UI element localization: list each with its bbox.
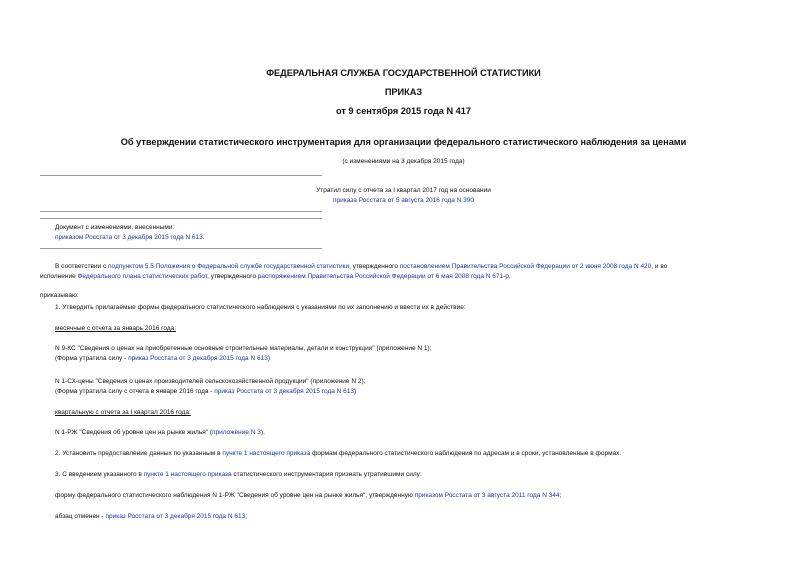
item-2-text: 2. Установить предоставление данных по указанным в пункте 1 настоящего приказа формам федерального статистического наблюдения по адресам и в сроки, установленные в формах. (55, 450, 622, 457)
preamble-link-order[interactable]: распоряжением Правительства Российской Федерации от 6 мая 2008 года N 671-р (257, 273, 509, 280)
changes-notice-link[interactable]: приказом Росстата от 3 декабря 2015 года N 613 (55, 234, 203, 241)
monthly-heading: месячные с отчета за январь 2016 года: (55, 325, 177, 332)
form-9kc-text: N 9-КС "Сведения о ценах на приобретенные основные строительные материалы, детали и конструкции" (приложение N 1); (55, 345, 432, 352)
order-word: приказываю: (40, 292, 79, 299)
changes-notice-text: Документ с изменениями, внесенными: (55, 224, 175, 231)
form-1cx-expired: (Форма утратила силу с отчета в январе 2016 года - приказ Росстата от 3 декабря 2015 года N 613) (55, 388, 357, 395)
form-1cx-text: N 1-СХ-цены "Сведения о ценах производителей сельскохозяйственной продукции" (приложение N 2); (55, 378, 366, 385)
preamble-link-decree[interactable]: постановлением Правительства Российской Федерации от 2 июня 2008 года N 420 (399, 263, 652, 270)
amendments-note: (с изменениями на 3 декабря 2015 года) (342, 158, 465, 165)
doc-title: Об утверждении статистического инструментария для организации федерального статистического наблюдения за ценами (120, 137, 687, 147)
item-2-link[interactable]: пункте 1 настоящего приказа (222, 450, 311, 457)
quarterly-heading: квартальную с отчета за I квартал 2016 года: (55, 409, 191, 416)
doc-date-number: от 9 сентября 2015 года N 417 (335, 106, 471, 116)
form-9kc-expired-link[interactable]: приказ Росстата от 3 декабря 2015 года N 613 (128, 355, 268, 362)
item-3-text: 3. С введением указанного в пункте 1 настоящего приказа статистического инструментария признать утратившими силу: (55, 471, 422, 478)
form-9kc-expired: (Форма утратила силу - приказ Росстата от 3 декабря 2015 года N 613) (55, 355, 270, 362)
divider (40, 218, 322, 219)
form-1cx-expired-link[interactable]: приказ Росстата от 3 декабря 2015 года N 613 (214, 388, 355, 395)
item-3-form-link[interactable]: приказом Росстата от 3 августа 2011 года N 344 (414, 492, 560, 499)
form-1rzh-appendix-link[interactable]: приложение N 3 (212, 429, 261, 436)
changes-notice-line: приказом Росстата от 3 декабря 2015 года N 613. (55, 234, 205, 241)
preamble-line-2: исполнение Федерального плана статистических работ, утвержденного распоряжением Правительства Российской Федерации от 6 мая 2008 года N 671-р, (40, 273, 511, 280)
form-1rzh-text: N 1-РЖ "Сведения об уровне цен на рынке жилья" (приложение N 3). (55, 429, 265, 436)
preamble-link-regulation[interactable]: подпунктом 5.5 Положения о Федеральной службе государственной статистики (108, 263, 350, 270)
divider (40, 211, 322, 212)
doc-type-heading: ПРИКАЗ (384, 87, 423, 97)
item-3-link[interactable]: пункте 1 настоящего приказа (143, 471, 232, 478)
divider (40, 248, 322, 249)
divider (40, 175, 322, 176)
preamble-link-plan[interactable]: Федерального плана статистических работ (77, 273, 208, 280)
expired-notice-text: Утратил силу с отчета за I квартал 2017 год на основании (316, 187, 491, 194)
item-3-abzac-link[interactable]: приказ Росстата от 3 декабря 2015 года N 613 (105, 513, 246, 520)
item-3-form: форму федерального статистического наблюдения N 1-РЖ "Сведения об уровне цен на рынке жилья", утвержденную приказом Росстата от 3 августа 2011 года N 344; (55, 492, 562, 499)
expired-notice-link[interactable]: приказа Росстата от 5 августа 2016 года N 390 (333, 197, 474, 204)
agency-heading: ФЕДЕРАЛЬНАЯ СЛУЖБА ГОСУДАРСТВЕННОЙ СТАТИСТИКИ (266, 68, 541, 78)
preamble-line-1: В соответствии с подпунктом 5.5 Положения о Федеральной службе государственной статистики, утвержденного постановлением Правительства Российской Федерации от 2 июня 2008 года N 420, и во (55, 263, 668, 270)
item-3-abzac: абзац отменен - приказ Росстата от 3 декабря 2015 года N 613; (55, 513, 247, 520)
item-1-text: 1. Утвердить прилагаемые формы федерального статистического наблюдения с указаниями по их заполнению и ввести их в действие: (55, 304, 466, 311)
